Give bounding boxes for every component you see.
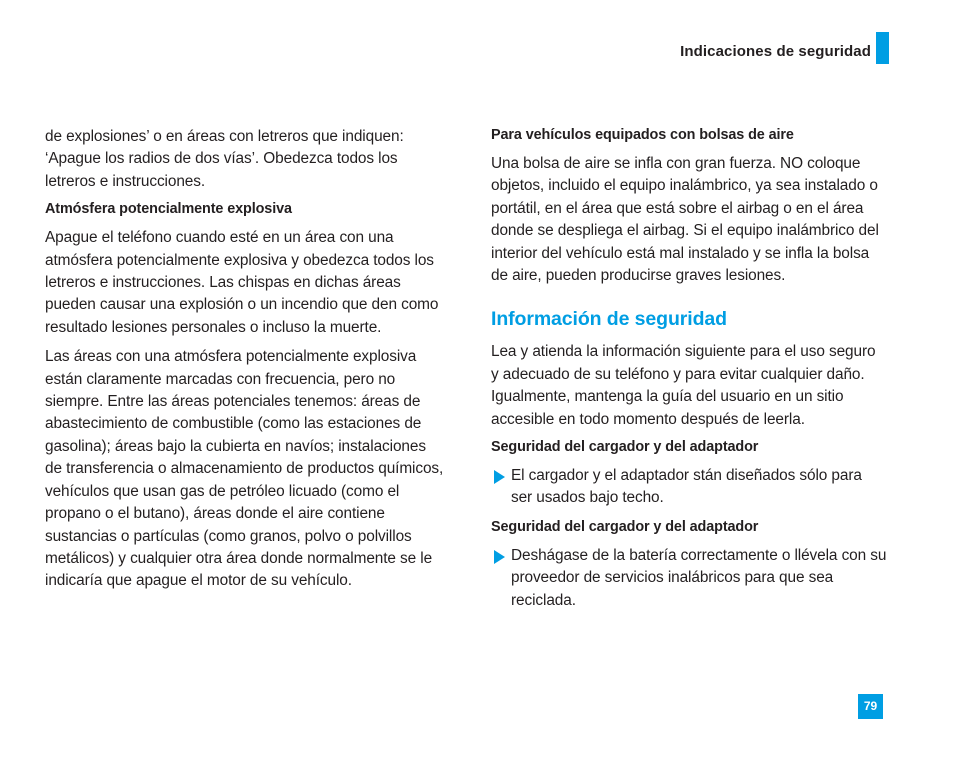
safety-info-paragraph: Lea y atienda la información siguiente para el uso seguro y adecuado de su teléfono y para evitar cualquier daño. Igualmente, mantenga la guía del usuario en un sitio accesible en todo momento después de leerla. xyxy=(491,343,876,428)
subheading-airbag: Para vehículos equipados con bolsas de aire xyxy=(491,127,794,143)
triangle-bullet-icon xyxy=(494,550,505,564)
bullet-text: El cargador y el adaptador stán diseñados sólo para ser usados bajo techo. xyxy=(511,467,862,507)
bullet-item-charger-indoor xyxy=(491,465,887,510)
page-header-title: Indicaciones de seguridad xyxy=(680,43,871,60)
left-column xyxy=(45,126,445,600)
intro-paragraph: de explosiones’ o en áreas con letreros que indiquen: ‘Apague los radios de dos vías’. Obedezca todos los letreros e instrucciones. xyxy=(45,128,404,190)
explosive-areas-paragraph: Las áreas con una atmósfera potencialmente explosiva están claramente marcadas con frecuencia, pero no siempre. Entre las áreas potenciales tenemos: áreas de abastecimiento de combustible (como las estaciones de gasolina); áreas bajo la cubierta en navíos; instalaciones de transferencia o almacenamiento de productos químicos, vehículos que usan gas de petróleo licuado (como el propano o el butano), áreas donde el aire contiene sustancias o partículas (como granos, polvo o polvillos metálicos) y cualquier otra área donde normalmente se le indicaría que apague el motor de su vehículo. xyxy=(45,348,444,590)
triangle-bullet-icon xyxy=(494,470,505,484)
section-title-safety-info: Información de seguridad xyxy=(491,308,727,331)
explosive-atmosphere-paragraph: Apague el teléfono cuando esté en un área con una atmósfera potencialmente explosiva y obedezca todos los letreros e instrucciones. Las chispas en dichas áreas pueden causar una explosión o un incendio que den como resultado lesiones personales o incluso la muerte. xyxy=(45,229,439,336)
subheading-explosive-atmosphere: Atmósfera potencialmente explosiva xyxy=(45,201,292,218)
subheading-charger-1: Seguridad del cargador y del adaptador xyxy=(491,439,759,456)
header-accent-bar xyxy=(876,32,889,64)
right-column xyxy=(491,126,887,620)
page-number-badge: 79 xyxy=(858,694,883,719)
bullet-item-battery-disposal xyxy=(491,545,887,612)
airbag-paragraph: Una bolsa de aire se infla con gran fuerza. NO coloque objetos, incluido el equipo inalámbrico, ya sea instalado o portátil, en el área que está sobre el airbag o en el área donde se despliega el airbag. Si el equipo inalámbrico del interior del vehículo está mal instalado y se infla la bolsa de aire, pueden producirse graves lesiones. xyxy=(491,155,879,285)
bullet-text: Deshágase de la batería correctamente o llévela con su proveedor de servicios inalábricos para que sea reciclada. xyxy=(511,546,887,609)
subheading-charger-2: Seguridad del cargador y del adaptador xyxy=(491,518,759,535)
